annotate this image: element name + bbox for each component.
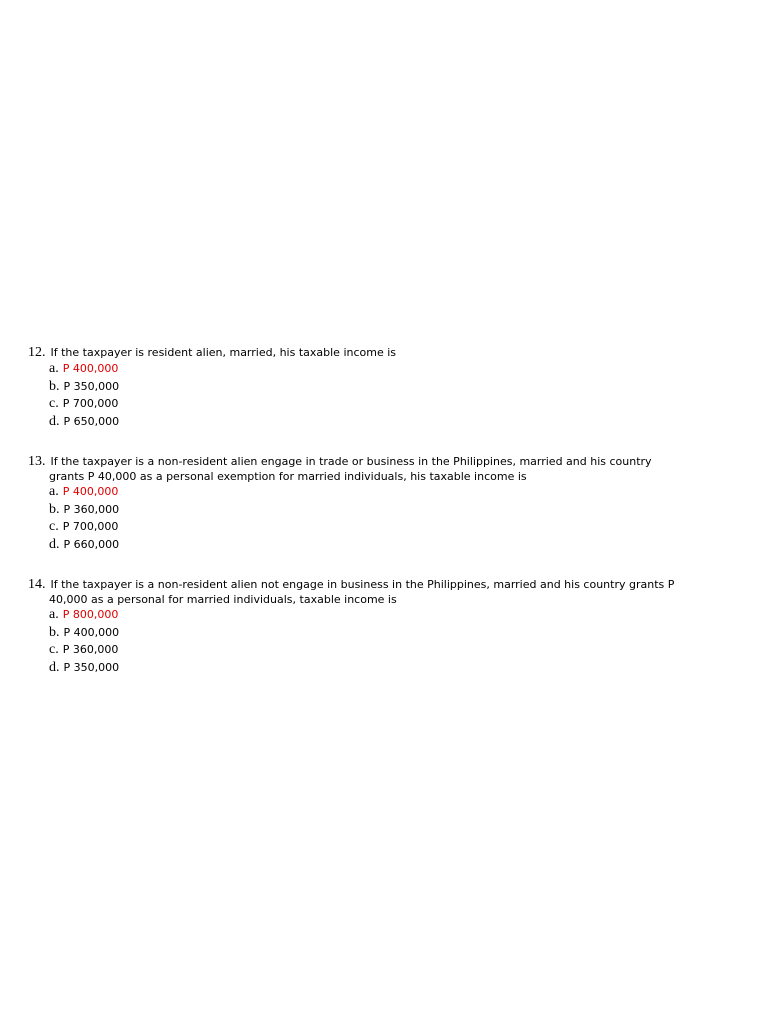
option-value: P 660,000 — [63, 537, 120, 551]
option-letter: c. — [49, 642, 59, 657]
option-letter: c. — [49, 396, 59, 411]
option-value-correct: P 400,000 — [62, 362, 119, 375]
option-value: P 350,000 — [63, 660, 120, 674]
option-value: P 700,000 — [62, 397, 119, 410]
question-text: If the taxpayer is resident alien, married, his taxable income is — [50, 346, 397, 359]
option-letter: b. — [49, 501, 60, 517]
question-number: 13. — [28, 454, 46, 469]
option-d — [49, 660, 742, 678]
option-list — [28, 607, 742, 677]
option-d — [49, 414, 742, 432]
option-c — [49, 396, 742, 414]
option-b — [49, 379, 742, 397]
question-number: 14. — [28, 577, 46, 592]
question-text: If the taxpayer is a non-resident alien not engage in business in the Philippines, married and his country grants P — [50, 578, 675, 591]
question-list — [28, 345, 742, 700]
option-value: P 700,000 — [62, 520, 119, 533]
option-letter: d. — [49, 536, 60, 552]
option-a — [49, 361, 742, 379]
question-number: 12. — [28, 345, 46, 360]
option-b — [49, 502, 742, 520]
option-d — [49, 537, 742, 555]
option-letter: d. — [49, 659, 60, 675]
question-14 — [28, 577, 742, 677]
question-12 — [28, 345, 742, 431]
option-value-correct: P 400,000 — [62, 485, 119, 498]
option-value: P 360,000 — [63, 502, 120, 516]
option-a — [49, 484, 742, 502]
option-list — [28, 484, 742, 554]
option-value: P 400,000 — [63, 625, 120, 639]
option-letter: a. — [49, 361, 59, 376]
question-text: If the taxpayer is a non-resident alien engage in trade or business in the Philippines, married and his country — [50, 455, 652, 468]
option-value: P 650,000 — [63, 414, 120, 428]
option-c — [49, 519, 742, 537]
question-text-continued: 40,000 as a personal for married individuals, taxable income is — [49, 593, 397, 606]
option-value: P 350,000 — [63, 379, 120, 393]
option-letter: c. — [49, 519, 59, 534]
option-letter: a. — [49, 607, 59, 622]
option-letter: a. — [49, 484, 59, 499]
option-list — [28, 361, 742, 431]
question-13 — [28, 454, 742, 554]
option-letter: b. — [49, 378, 60, 394]
option-a — [49, 607, 742, 625]
option-value-correct: P 800,000 — [62, 608, 119, 621]
option-c — [49, 642, 742, 660]
option-letter: b. — [49, 624, 60, 640]
option-value: P 360,000 — [62, 643, 119, 656]
question-header — [28, 345, 742, 361]
question-header — [28, 577, 742, 593]
question-text-continued: grants P 40,000 as a personal exemption for married individuals, his taxable income is — [49, 470, 527, 483]
option-b — [49, 625, 742, 643]
question-header — [28, 454, 742, 470]
option-letter: d. — [49, 413, 60, 429]
